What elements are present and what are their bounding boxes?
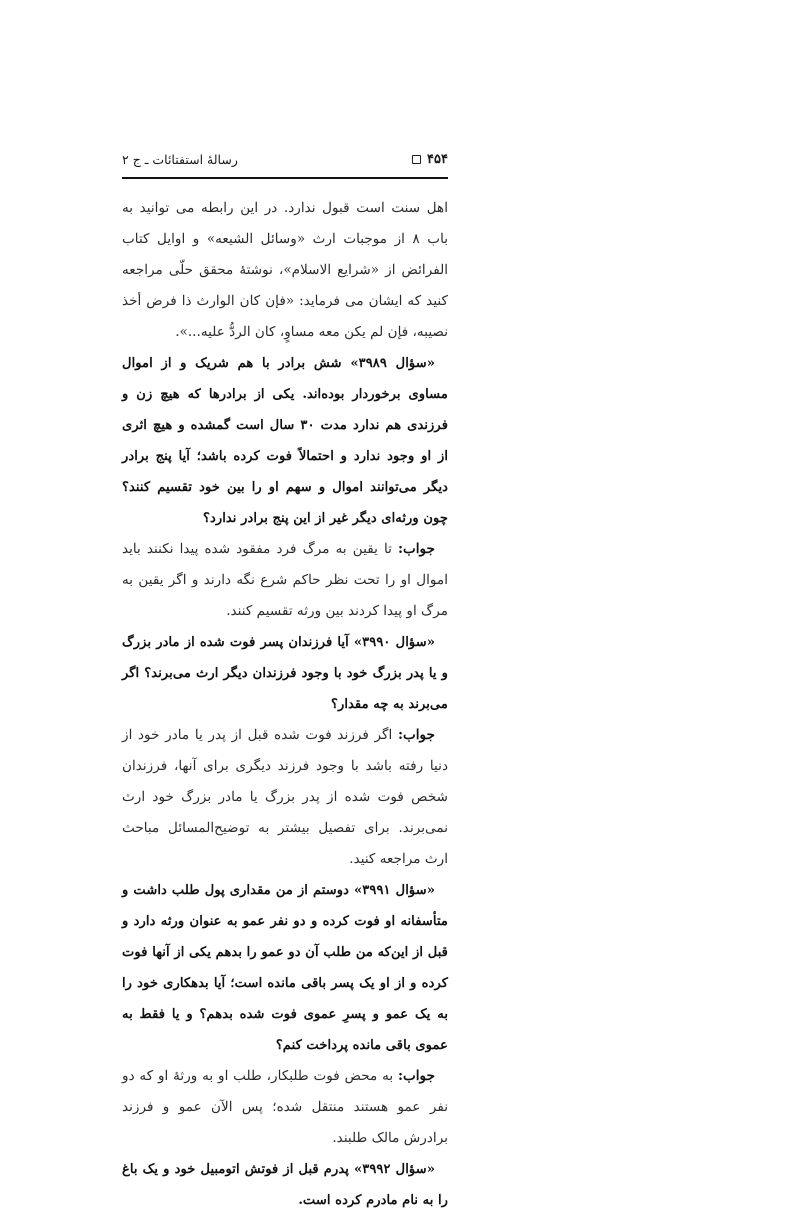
page-number-group (412, 152, 448, 167)
question-3989: «سؤال ۳۹۸۹» شش برادر با هم شریک و از اموال مساوی برخوردار بوده‌اند. یکی از برادرها که هیچ زن و فرزندی هم ندارد مدت ۳۰ سال است گمشده و هیچ اثری از او وجود ندارد و احتمالاً فوت کرده باشد؛ آیا پنج برادر دیگر می‌توانند اموال و سهم او را بین خود تقسیم کنند؟ چون ورثه‌ای دیگر غیر از این پنج برادر ندارد؟ (122, 356, 448, 526)
square-icon (412, 155, 421, 164)
running-header (122, 148, 448, 170)
header-rule (122, 177, 448, 179)
book-title: رسالهٔ استفتائات ـ ج ۲ (122, 151, 238, 167)
question-3991: «سؤال ۳۹۹۱» دوستم از من مقداری پول طلب داشت و متأسفانه او فوت کرده و دو نفر عمو به عنوان ورثه دارد و قبل از این‌که من طلب آن دو عمو را بدهم یکی از آنها فوت کرده و از او یک پسر باقی مانده است؛ آیا بدهکاری خود را به یک عمو و پسرِ عموی فوت شده بدهم؟ و یا فقط به عموی باقی مانده پرداخت کنم؟ (122, 883, 448, 1053)
answer-3991 (122, 1061, 448, 1154)
intro-paragraph: اهل سنت است قبول ندارد. در این رابطه می توانید به باب ۸ از موجبات ارث «وسائل الشیعه» و اوایل کتاب الفرائض از «شرایع الاسلام»، نوشتهٔ محقق حلّی مراجعه کنید که ایشان می فرماید: «فإن کان الوارث ذا فرض أخذ نصیبه، فإن لم یکن معه مساوٍ، کان الردُّ علیه...». (122, 200, 449, 340)
question-3992: «سؤال ۳۹۹۲» پدرم قبل از فوتش اتومبیل خود و یک باغ را به نام مادرم کرده است. (122, 1162, 448, 1208)
answer-3989 (122, 534, 448, 627)
page-number: ۴۵۴ (427, 151, 448, 167)
book-page (122, 148, 448, 1216)
answer-label: جواب: (397, 1068, 435, 1084)
answer-text: تا یقین به مرگ فرد مفقود شده پیدا نکنند باید اموال او را تحت نظر حاکم شرع نگه دارند و اگر یقین به مرگ او پیدا کردند بین ورثه تقسیم کنند. (122, 541, 448, 619)
answer-text: اگر فرزند فوت شده قبل از پدر یا مادر خود از دنیا رفته باشد با وجود فرزند دیگری برای آنها، فرزندان شخص فوت شده از پدر بزرگ یا مادر بزرگ خود ارث نمی‌برند. برای تفصیل بیشتر به توضیح‌المسائل مباحث ارث مراجعه کنید. (122, 727, 448, 867)
answer-text: به محض فوت طلبکار، طلب او به ورثهٔ او که دو نفر عمو هستند منتقل شده؛ پس الآن عمو و فرزند برادرش مالک طلبند. (122, 1068, 448, 1146)
answer-label: جواب: (397, 541, 435, 557)
answer-3990 (122, 720, 448, 875)
question-3990: «سؤال ۳۹۹۰» آیا فرزندان پسر فوت شده از مادر بزرگ و یا پدر بزرگ خود با وجود فرزندان دیگر ارث می‌برند؟ اگر می‌برند به چه مقدار؟ (122, 635, 448, 712)
answer-label: جواب: (397, 727, 435, 743)
